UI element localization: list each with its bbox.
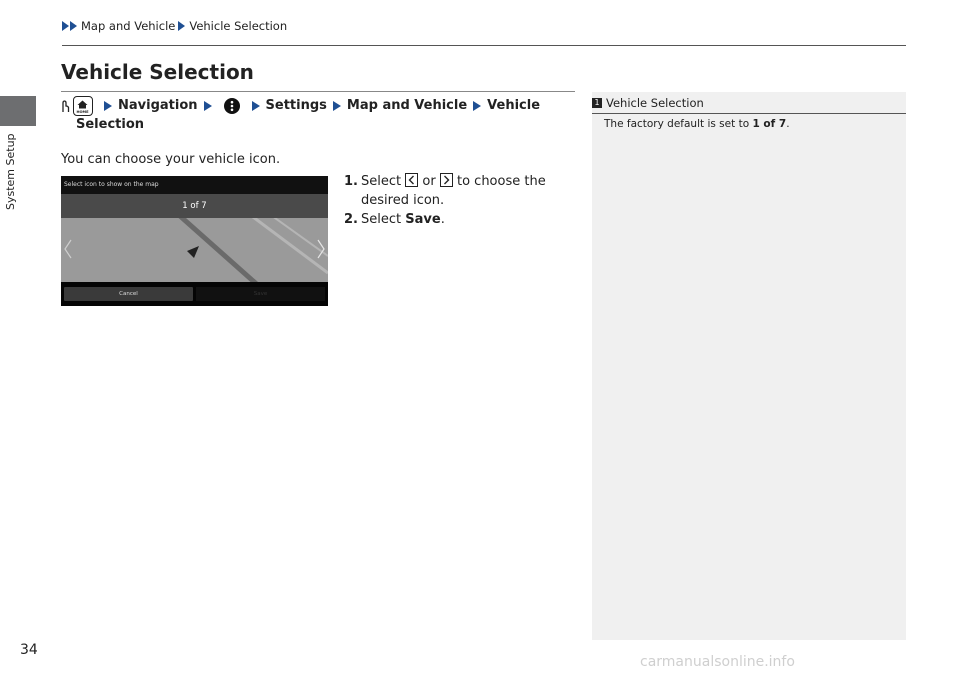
- page-number: 34: [20, 642, 38, 658]
- step-number: 1.: [344, 174, 358, 189]
- vehicle-icon: [187, 246, 199, 258]
- note-divider: [592, 113, 906, 114]
- path-item-map-and-vehicle: Map and Vehicle: [346, 98, 468, 113]
- step-text: Select: [361, 174, 402, 189]
- cancel-button[interactable]: Cancel: [64, 287, 193, 301]
- path-item-vehicle: Vehicle: [487, 98, 541, 113]
- step-item: [344, 210, 574, 229]
- note-text: The factory default is set to 1 of 7.: [604, 118, 790, 130]
- previous-arrow-icon: [65, 240, 71, 258]
- path-arrow-icon: [204, 101, 212, 111]
- breadcrumb-item: Vehicle Selection: [189, 19, 288, 33]
- step-item: [344, 172, 574, 210]
- vehicle-icon-screen: [61, 176, 328, 306]
- section-tab-label: System Setup: [4, 133, 17, 210]
- note-number-badge: 1: [592, 98, 602, 108]
- path-item-settings: Settings: [265, 98, 327, 113]
- path-arrow-icon: [333, 101, 341, 111]
- path-item-navigation: Navigation: [118, 98, 198, 113]
- breadcrumb-item: Map and Vehicle: [81, 19, 176, 33]
- note-panel: [592, 92, 906, 640]
- note-title: [592, 96, 704, 110]
- header-divider: [62, 45, 906, 46]
- note-title-text: Vehicle Selection: [606, 96, 704, 110]
- title-divider: [61, 91, 575, 92]
- save-button[interactable]: Save: [196, 287, 325, 301]
- page-title: Vehicle Selection: [61, 60, 254, 84]
- info-button-icon: [224, 98, 240, 114]
- breadcrumb-arrow-icon: [178, 21, 185, 31]
- section-tab-marker: [0, 96, 36, 126]
- screen-header: Select icon to show on the map: [61, 176, 328, 194]
- navigation-path: [61, 96, 581, 134]
- step-text: desired icon.: [361, 193, 445, 208]
- next-key-icon: [440, 173, 453, 187]
- step-text: to choose the: [456, 174, 546, 189]
- hand-icon: [61, 99, 70, 113]
- step-text: or: [422, 174, 436, 189]
- step-text: Select: [361, 212, 402, 227]
- path-item-selection: Selection: [76, 117, 145, 132]
- step-text: .: [440, 212, 445, 227]
- home-button-icon: [73, 96, 93, 116]
- home-label: HOME: [76, 109, 89, 114]
- icon-counter: 1 of 7: [61, 194, 328, 218]
- path-arrow-icon: [473, 101, 481, 111]
- breadcrumb-arrow-icon: [70, 21, 77, 31]
- path-arrow-icon: [252, 101, 260, 111]
- map-preview: [61, 218, 328, 282]
- previous-key-icon: [405, 173, 418, 187]
- breadcrumb: [62, 19, 287, 33]
- intro-text: You can choose your vehicle icon.: [61, 152, 281, 167]
- path-arrow-icon: [104, 101, 112, 111]
- steps-list: [344, 172, 574, 229]
- screen-button-bar: [61, 282, 328, 306]
- step-text-bold: Save: [405, 212, 441, 227]
- step-number: 2.: [344, 212, 358, 227]
- watermark: carmanualsonline.info: [640, 654, 795, 670]
- breadcrumb-arrow-icon: [62, 21, 69, 31]
